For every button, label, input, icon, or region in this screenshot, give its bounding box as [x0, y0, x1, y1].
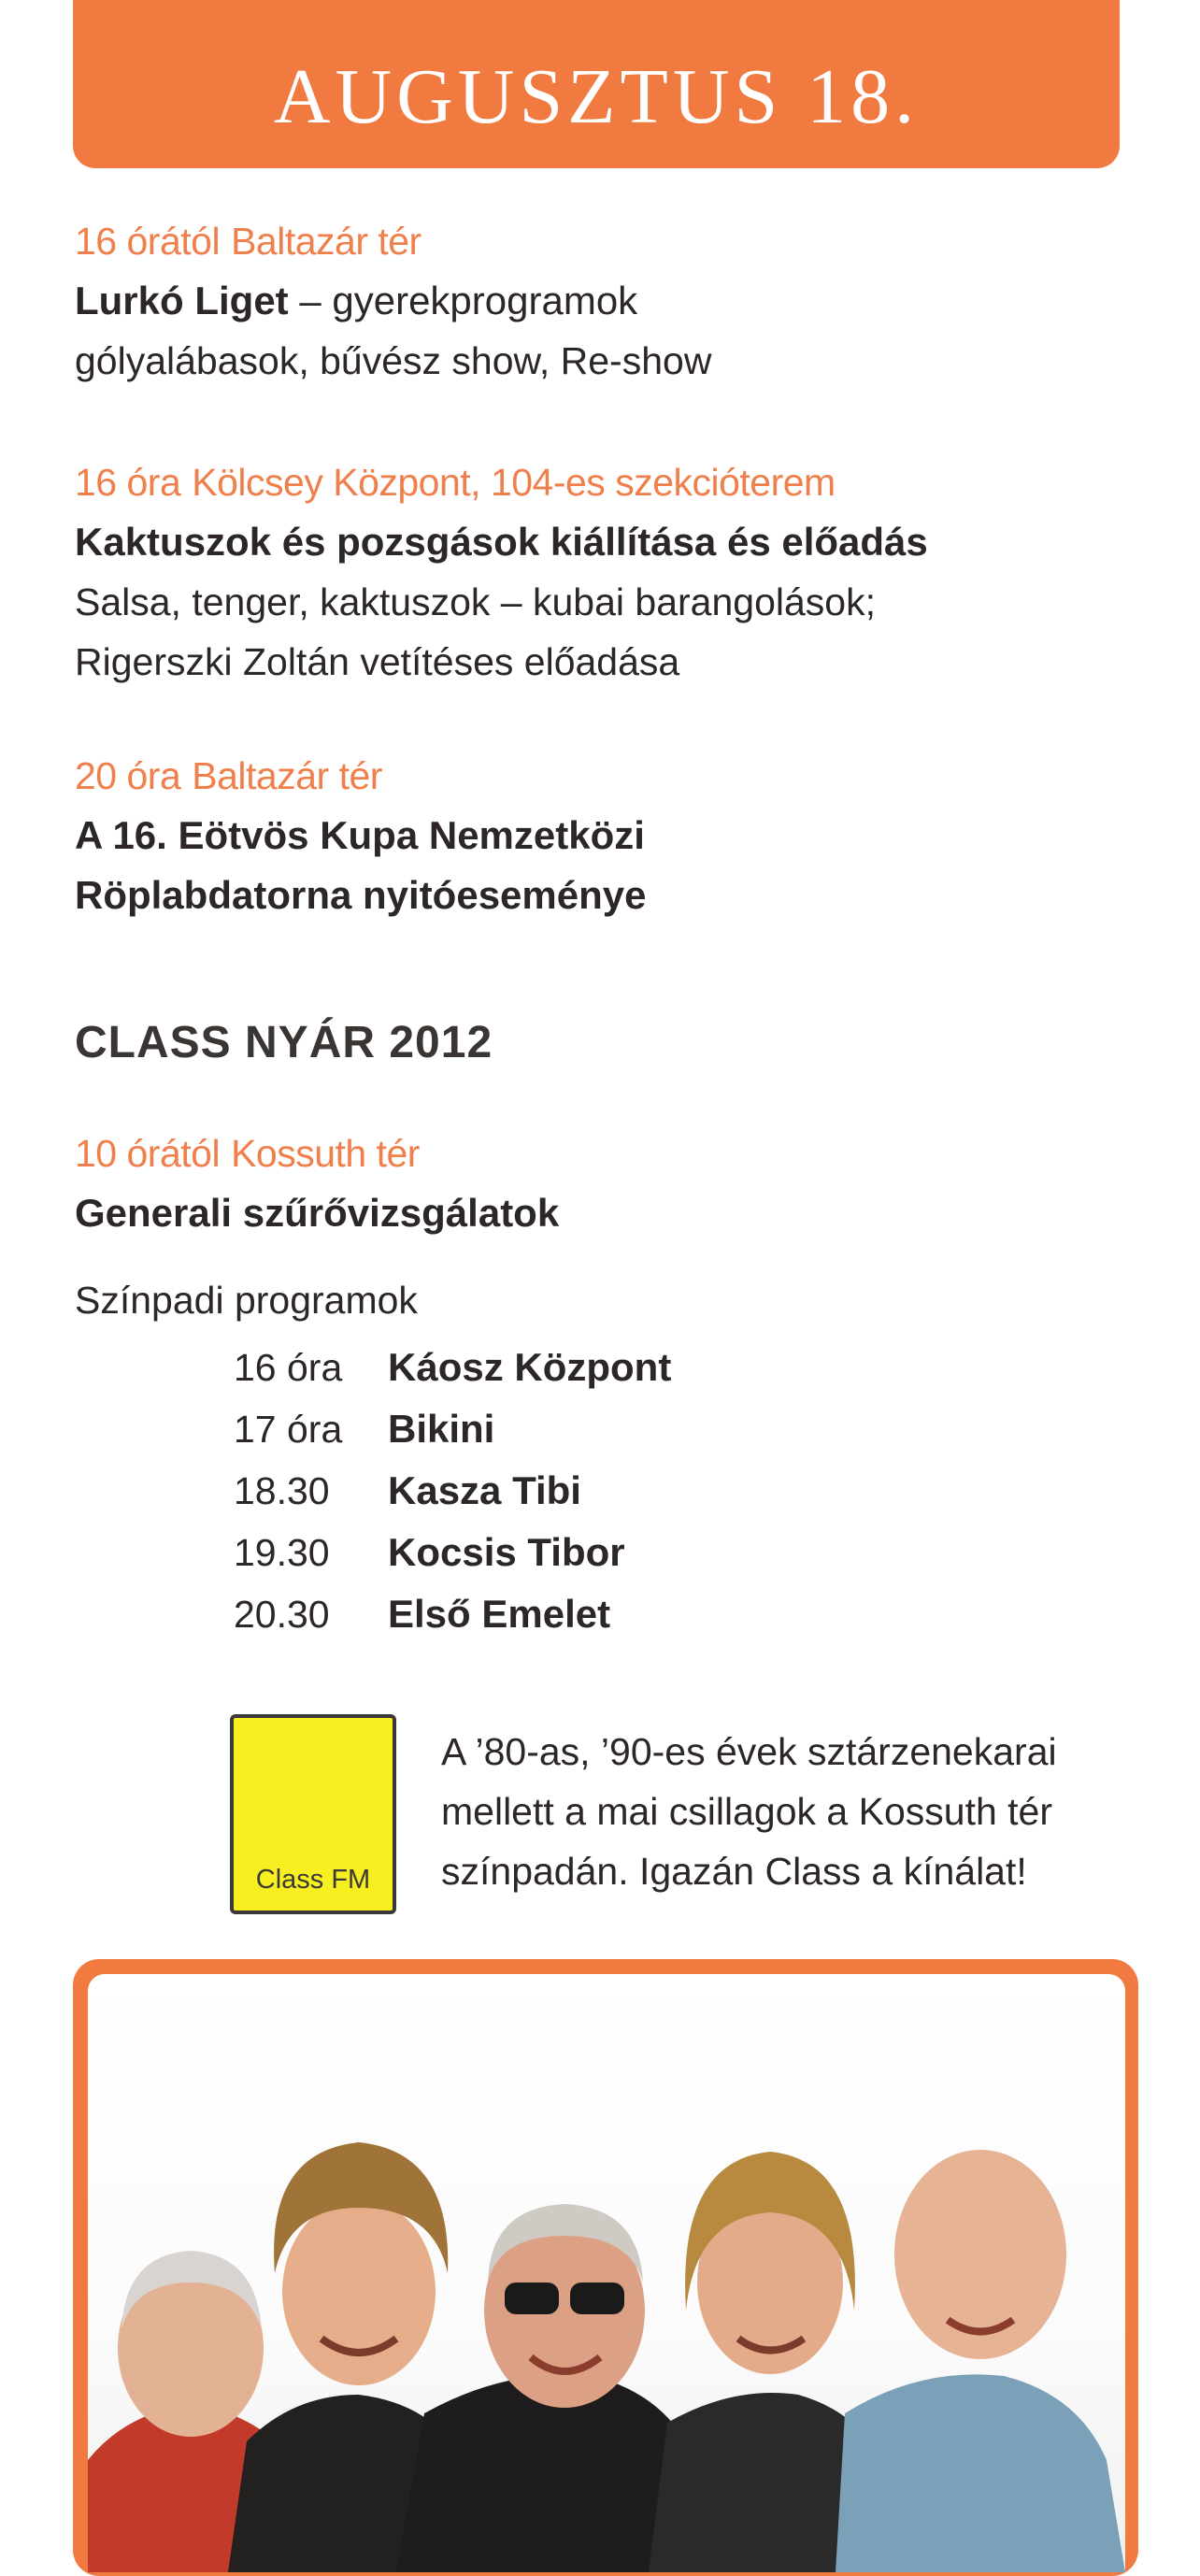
- schedule-act: Első Emelet: [388, 1592, 611, 1636]
- schedule-act: Káosz Központ: [388, 1345, 672, 1389]
- event-venue: Baltazár tér: [231, 220, 421, 263]
- logo-text: Class FM: [255, 1865, 371, 1895]
- event-venue: Baltazár tér: [192, 754, 382, 797]
- event-time: 10 órától: [75, 1132, 221, 1175]
- event-title: Generali szűrővizsgálatok: [75, 1191, 560, 1235]
- stage-schedule: [234, 1337, 671, 1645]
- event-title: Kaktuszok és pozsgások kiállítása és előadás: [75, 520, 928, 564]
- schedule-act: Bikini: [388, 1407, 495, 1451]
- person-5: [836, 2150, 1125, 2572]
- promo-line: színpadán. Igazán Class a kínálat!: [441, 1850, 1027, 1893]
- schedule-act: Kasza Tibi: [388, 1468, 581, 1512]
- section-heading: CLASS NYÁR 2012: [75, 1018, 493, 1067]
- event-time-line: [75, 211, 1112, 271]
- schedule-time: 16 óra: [234, 1345, 343, 1389]
- event-time-line: [75, 452, 1112, 512]
- class-fm-logo: [230, 1714, 396, 1914]
- promo-text: [441, 1722, 1123, 1901]
- event-block: [75, 211, 1112, 391]
- schedule-time: 17 óra: [234, 1407, 343, 1451]
- event-venue: Kossuth tér: [231, 1132, 420, 1175]
- event-venue: Kölcsey Központ, 104-es szekcióterem: [192, 461, 836, 504]
- event-description: Salsa, tenger, kaktuszok – kubai barangolások;: [75, 580, 876, 623]
- event-description: Rigerszki Zoltán vetítéses előadása: [75, 640, 680, 683]
- stage-programs-label: Színpadi programok: [75, 1279, 418, 1322]
- promo-line: mellett a mai csillagok a Kossuth tér: [441, 1790, 1052, 1833]
- schedule-row: [234, 1583, 671, 1645]
- event-time: 16 órától: [75, 220, 221, 263]
- promo-line: A ’80-as, ’90-es évek sztárzenekarai: [441, 1730, 1057, 1773]
- band-photo-illustration: [88, 1974, 1125, 2572]
- schedule-row: [234, 1460, 671, 1522]
- event-title: Lurkó Liget: [75, 279, 289, 322]
- event-title-line: [75, 271, 1112, 331]
- event-block: [75, 1123, 1112, 1243]
- event-time: 20 óra: [75, 754, 181, 797]
- schedule-time: 18.30: [234, 1468, 330, 1512]
- event-block: [75, 452, 1112, 692]
- page-title: AUGUSZTUS 18.: [273, 53, 920, 140]
- event-title: A 16. Eötvös Kupa Nemzetközi: [75, 813, 645, 857]
- schedule-time: 19.30: [234, 1530, 330, 1574]
- event-block: [75, 746, 1112, 925]
- event-time-line: [75, 1123, 1112, 1183]
- schedule-row: [234, 1522, 671, 1583]
- event-description: gólyalábasok, bűvész show, Re-show: [75, 339, 712, 382]
- schedule-time: 20.30: [234, 1592, 330, 1636]
- event-title: Röplabdatorna nyitóeseménye: [75, 873, 647, 917]
- schedule-row: [234, 1337, 671, 1398]
- band-photo: [88, 1974, 1125, 2572]
- event-time-line: [75, 746, 1112, 806]
- event-title-suffix: – gyerekprogramok: [288, 279, 638, 322]
- schedule-row: [234, 1398, 671, 1460]
- schedule-act: Kocsis Tibor: [388, 1530, 625, 1574]
- event-time: 16 óra: [75, 461, 181, 504]
